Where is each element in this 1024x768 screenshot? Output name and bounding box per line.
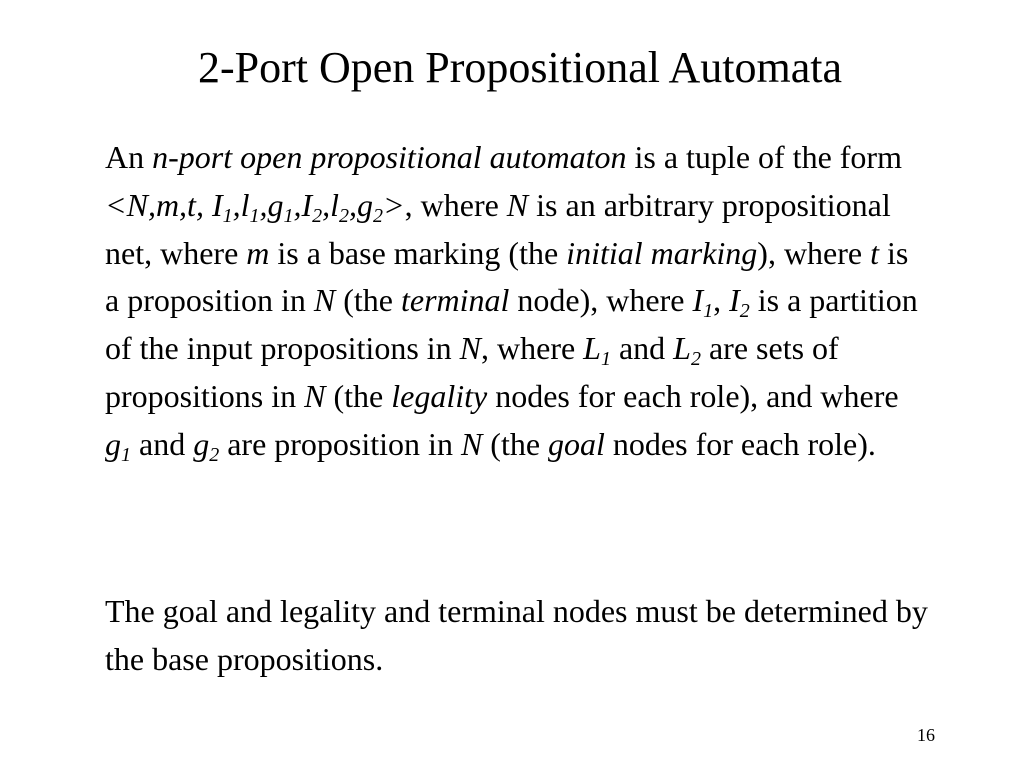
slide-title: 2-Port Open Propositional Automata [197, 43, 843, 92]
defined-term: legality [391, 377, 488, 414]
math-symbol [583, 330, 611, 371]
math-letter: g [105, 425, 121, 462]
math-symbol: N [460, 425, 483, 462]
math-letter: g [193, 425, 210, 462]
requirement-paragraph: The goal and legality and terminal nodes must be determined by the base propositions. [105, 593, 928, 677]
math-symbol [193, 425, 220, 466]
text-segment: nodes for each role), and where [487, 377, 899, 414]
subscript: 1 [600, 348, 611, 371]
tuple-part: > [383, 186, 405, 223]
math-letter: I [692, 282, 704, 319]
math-letter: L [583, 330, 601, 367]
text-segment: and [131, 425, 194, 462]
tuple-part: ,g [349, 186, 374, 223]
text-segment: node), where [509, 282, 693, 319]
text-segment: , where [404, 186, 507, 223]
subscript: 2 [690, 348, 701, 371]
math-letter: I [729, 282, 740, 319]
defined-term: initial marking [566, 234, 758, 271]
subscript: 1 [121, 443, 131, 466]
math-letter: L [673, 330, 691, 367]
subscript: 2 [339, 204, 350, 227]
text-segment: (the [482, 425, 549, 462]
text-segment: , [713, 282, 730, 319]
text-segment: and [610, 330, 674, 367]
math-symbol [692, 282, 714, 323]
defined-term: terminal [400, 282, 510, 319]
page-number: 16 [917, 725, 935, 745]
tuple-part: <N,m,t, I [105, 186, 223, 223]
text-segment: ), where [757, 234, 871, 271]
subscript: 1 [222, 204, 233, 227]
defined-term: goal [548, 425, 605, 462]
text-segment: (the [325, 377, 392, 414]
text-segment: is a base marking (the [269, 234, 567, 271]
tuple-expression [105, 186, 405, 227]
text-segment: , where [481, 330, 584, 367]
math-symbol: N [506, 186, 529, 223]
math-symbol [673, 330, 701, 371]
math-symbol [105, 425, 131, 466]
text-segment: are proposition in [219, 425, 461, 462]
text-segment: is a tuple of the form [626, 139, 902, 175]
text-segment: nodes for each role). [604, 425, 876, 462]
text-segment: is a partition of the input propositions in [105, 282, 918, 367]
definition-paragraph [105, 134, 930, 469]
subscript: 2 [373, 204, 384, 227]
subscript: 2 [739, 300, 750, 323]
tuple-part: ,l [232, 186, 250, 223]
math-symbol [729, 282, 750, 323]
math-symbol: N [459, 330, 481, 367]
math-symbol: N [313, 282, 336, 319]
tuple-part: ,I [293, 186, 313, 223]
subscript: 1 [249, 204, 260, 227]
subscript: 2 [209, 443, 220, 466]
math-symbol: t [870, 234, 879, 271]
text-segment: is an arbitrary propositional net, where [105, 186, 891, 271]
text-segment: (the [335, 282, 401, 319]
tuple-part: ,g [259, 186, 284, 223]
text-segment: is a proposition in [105, 234, 909, 319]
text-segment: An [105, 139, 153, 175]
math-symbol: m [246, 234, 270, 271]
defined-term: n-port open propositional automaton [152, 139, 627, 175]
text-segment: are sets of propositions in [105, 330, 839, 414]
subscript: 2 [312, 204, 323, 227]
math-symbol: N [304, 377, 326, 414]
subscript: 1 [283, 204, 294, 227]
subscript: 1 [703, 300, 714, 323]
tuple-part: ,l [322, 186, 340, 223]
